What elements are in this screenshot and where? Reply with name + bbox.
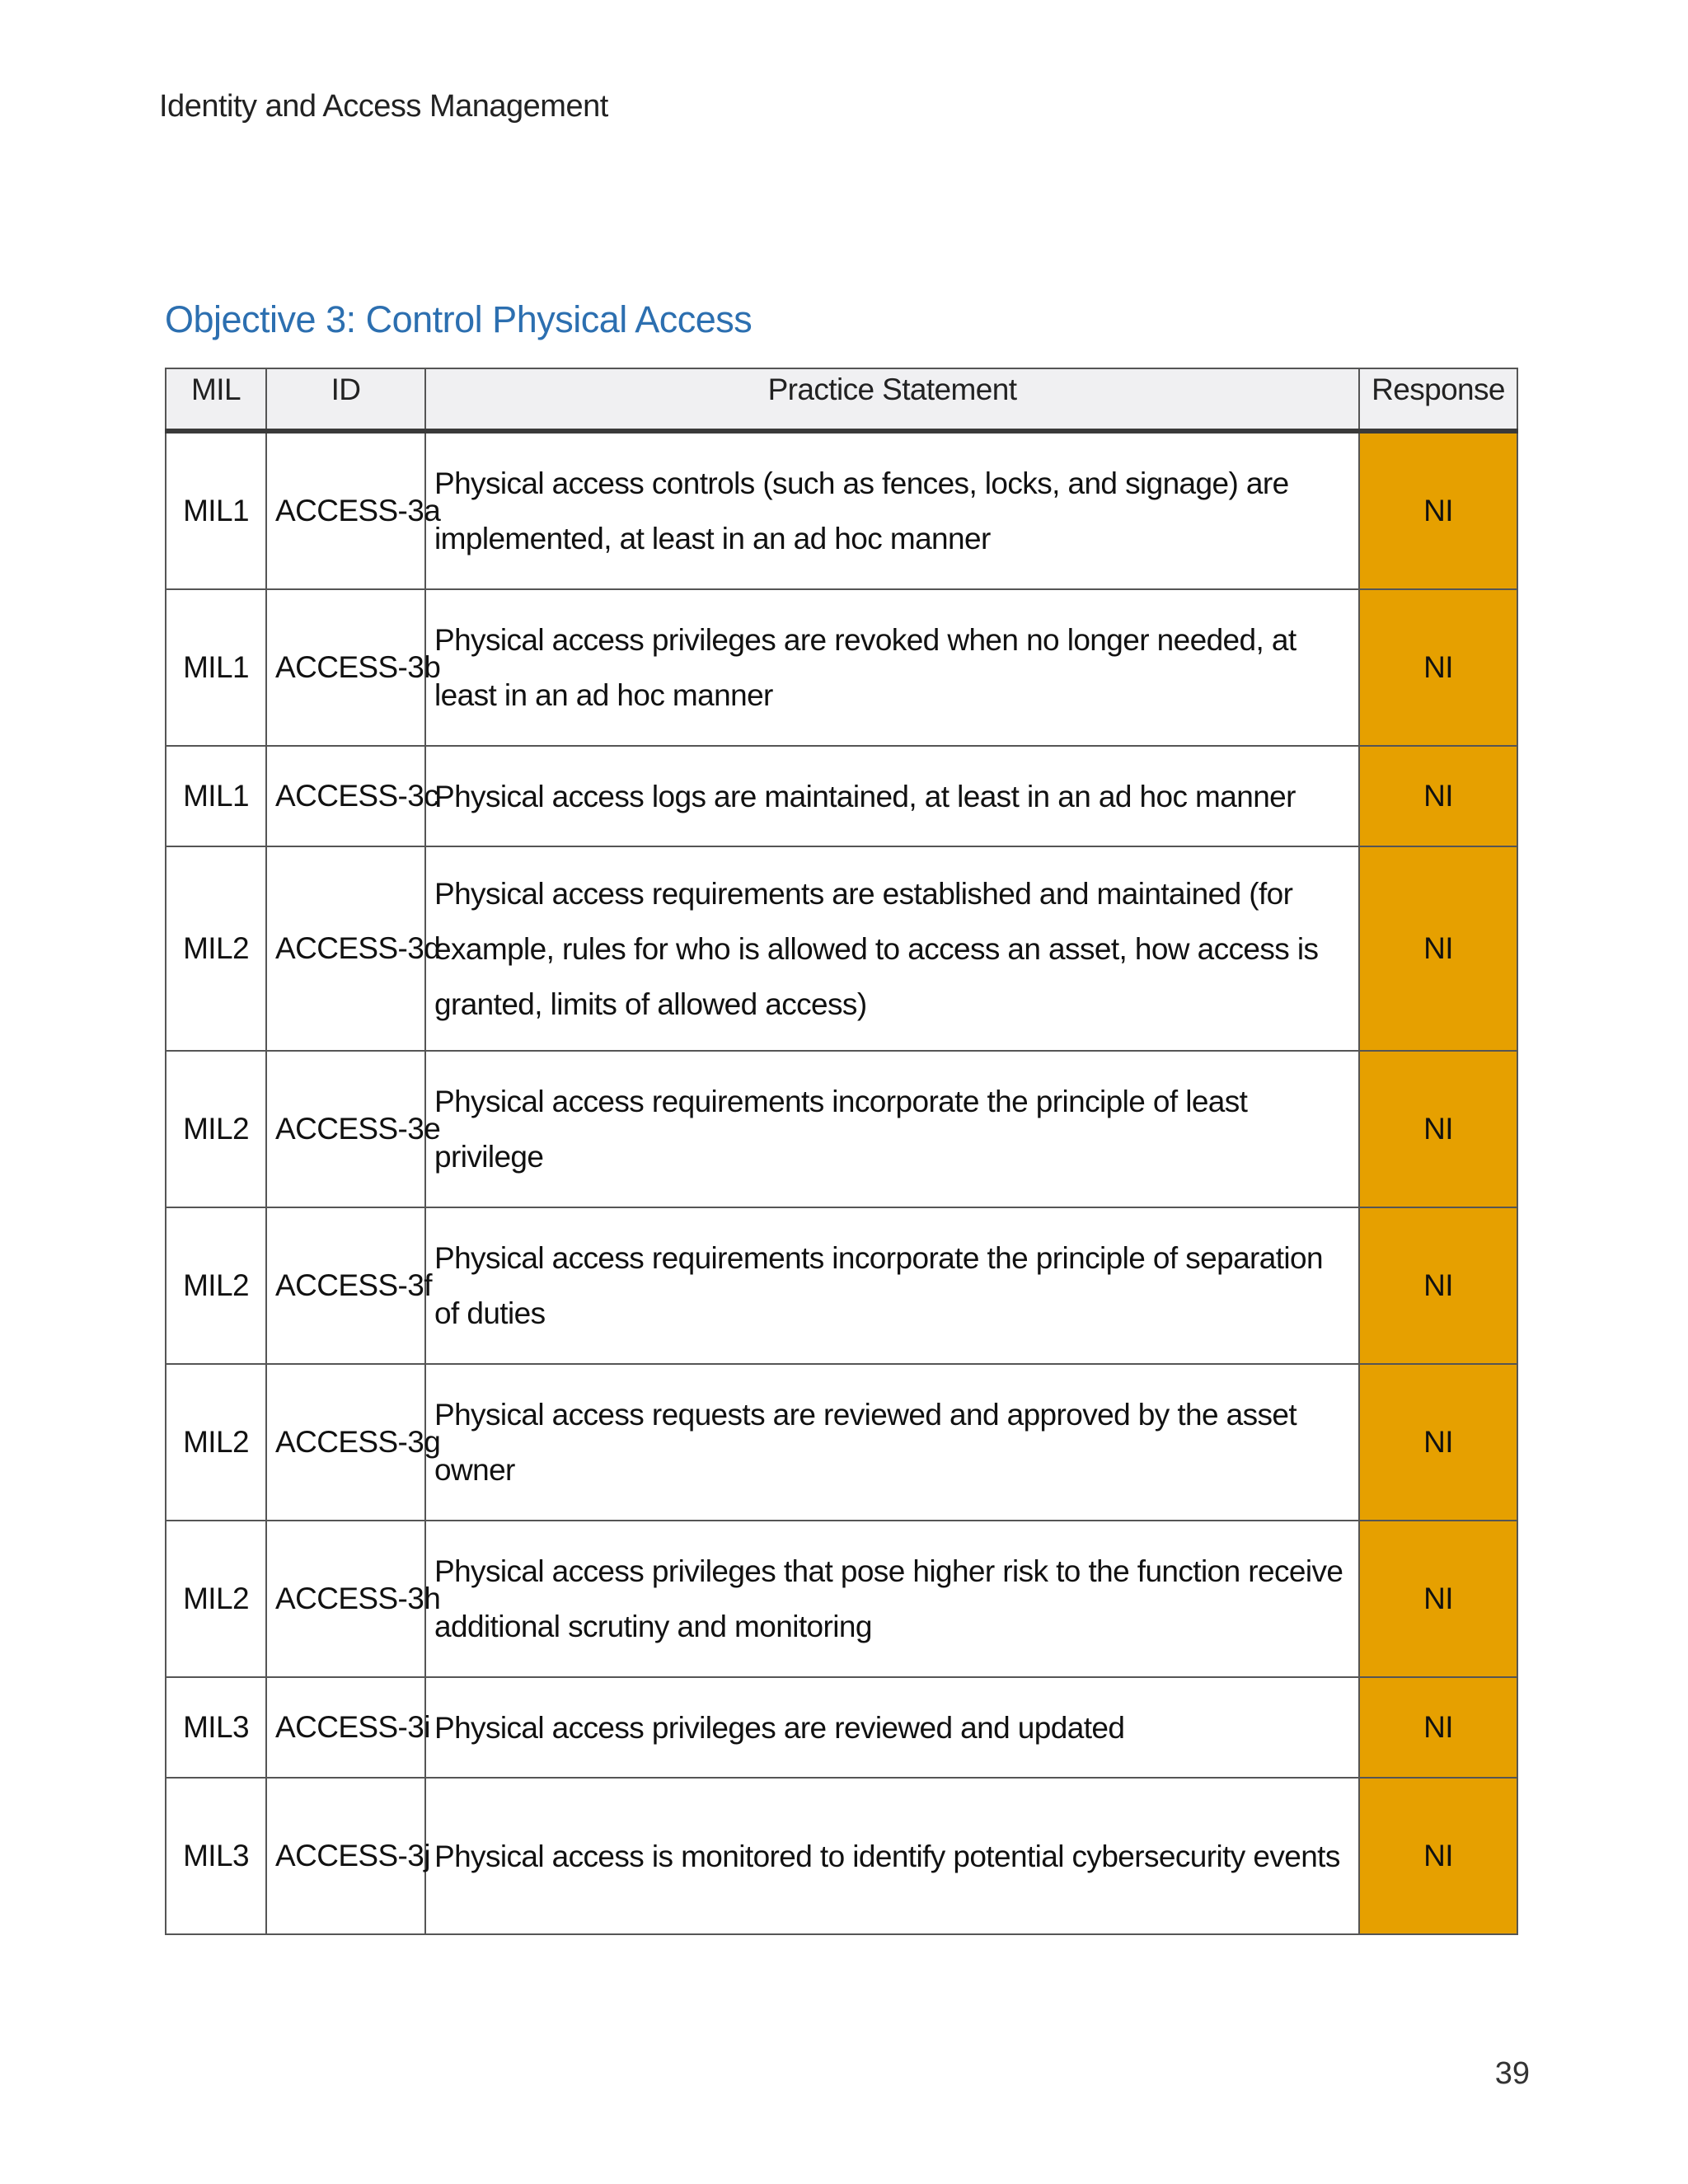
column-header-response: Response — [1359, 368, 1517, 431]
column-header-id: ID — [266, 368, 425, 431]
mil-cell: MIL3 — [166, 1677, 266, 1778]
table-row — [166, 746, 1517, 846]
table-row — [166, 1677, 1517, 1778]
column-header-statement: Practice Statement — [425, 368, 1359, 431]
response-cell: NI — [1359, 589, 1517, 746]
table-row — [166, 431, 1517, 589]
statement-cell: Physical access privileges are revoked when no longer needed, at least in an ad hoc manner — [425, 589, 1359, 746]
response-cell: NI — [1359, 1364, 1517, 1521]
mil-cell: MIL2 — [166, 846, 266, 1051]
statement-cell: Physical access requirements incorporate the principle of separation of duties — [425, 1207, 1359, 1364]
table-row — [166, 1521, 1517, 1677]
mil-cell: MIL3 — [166, 1778, 266, 1934]
table-row — [166, 1778, 1517, 1934]
mil-cell: MIL1 — [166, 746, 266, 846]
id-cell: ACCESS-3e — [266, 1051, 425, 1207]
id-cell: ACCESS-3c — [266, 746, 425, 846]
mil-cell: MIL2 — [166, 1521, 266, 1677]
running-header: Identity and Access Management — [159, 89, 608, 124]
page-number: 39 — [1494, 2056, 1530, 2091]
table-row — [166, 846, 1517, 1051]
statement-cell: Physical access controls (such as fences, locks, and signage) are implemented, at least in an ad hoc manner — [425, 431, 1359, 589]
table-row — [166, 1207, 1517, 1364]
mil-cell: MIL2 — [166, 1207, 266, 1364]
statement-cell: Physical access logs are maintained, at least in an ad hoc manner — [425, 746, 1359, 846]
id-cell: ACCESS-3i — [266, 1677, 425, 1778]
statement-cell: Physical access privileges are reviewed and updated — [425, 1677, 1359, 1778]
mil-cell: MIL1 — [166, 431, 266, 589]
table-header-row — [166, 368, 1517, 431]
id-cell: ACCESS-3a — [266, 431, 425, 589]
table-row — [166, 1364, 1517, 1521]
mil-cell: MIL2 — [166, 1364, 266, 1521]
statement-cell: Physical access privileges that pose higher risk to the function receive additional scrutiny and monitoring — [425, 1521, 1359, 1677]
id-cell: ACCESS-3j — [266, 1778, 425, 1934]
mil-cell: MIL2 — [166, 1051, 266, 1207]
statement-cell: Physical access is monitored to identify potential cybersecurity events — [425, 1778, 1359, 1934]
statement-cell: Physical access requests are reviewed and approved by the asset owner — [425, 1364, 1359, 1521]
table-row — [166, 589, 1517, 746]
response-cell: NI — [1359, 846, 1517, 1051]
response-cell: NI — [1359, 431, 1517, 589]
response-cell: NI — [1359, 1207, 1517, 1364]
statement-cell: Physical access requirements incorporate the principle of least privilege — [425, 1051, 1359, 1207]
id-cell: ACCESS-3g — [266, 1364, 425, 1521]
practice-table — [165, 368, 1518, 1935]
id-cell: ACCESS-3h — [266, 1521, 425, 1677]
response-cell: NI — [1359, 1051, 1517, 1207]
id-cell: ACCESS-3b — [266, 589, 425, 746]
section-title: Objective 3: Control Physical Access — [165, 298, 753, 340]
table-row — [166, 1051, 1517, 1207]
response-cell: NI — [1359, 746, 1517, 846]
response-cell: NI — [1359, 1677, 1517, 1778]
id-cell: ACCESS-3f — [266, 1207, 425, 1364]
column-header-mil: MIL — [166, 368, 266, 431]
response-cell: NI — [1359, 1521, 1517, 1677]
response-cell: NI — [1359, 1778, 1517, 1934]
mil-cell: MIL1 — [166, 589, 266, 746]
id-cell: ACCESS-3d — [266, 846, 425, 1051]
statement-cell: Physical access requirements are established and maintained (for example, rules for who is allowed to access an asset, how access is granted, limits of allowed access) — [425, 846, 1359, 1051]
